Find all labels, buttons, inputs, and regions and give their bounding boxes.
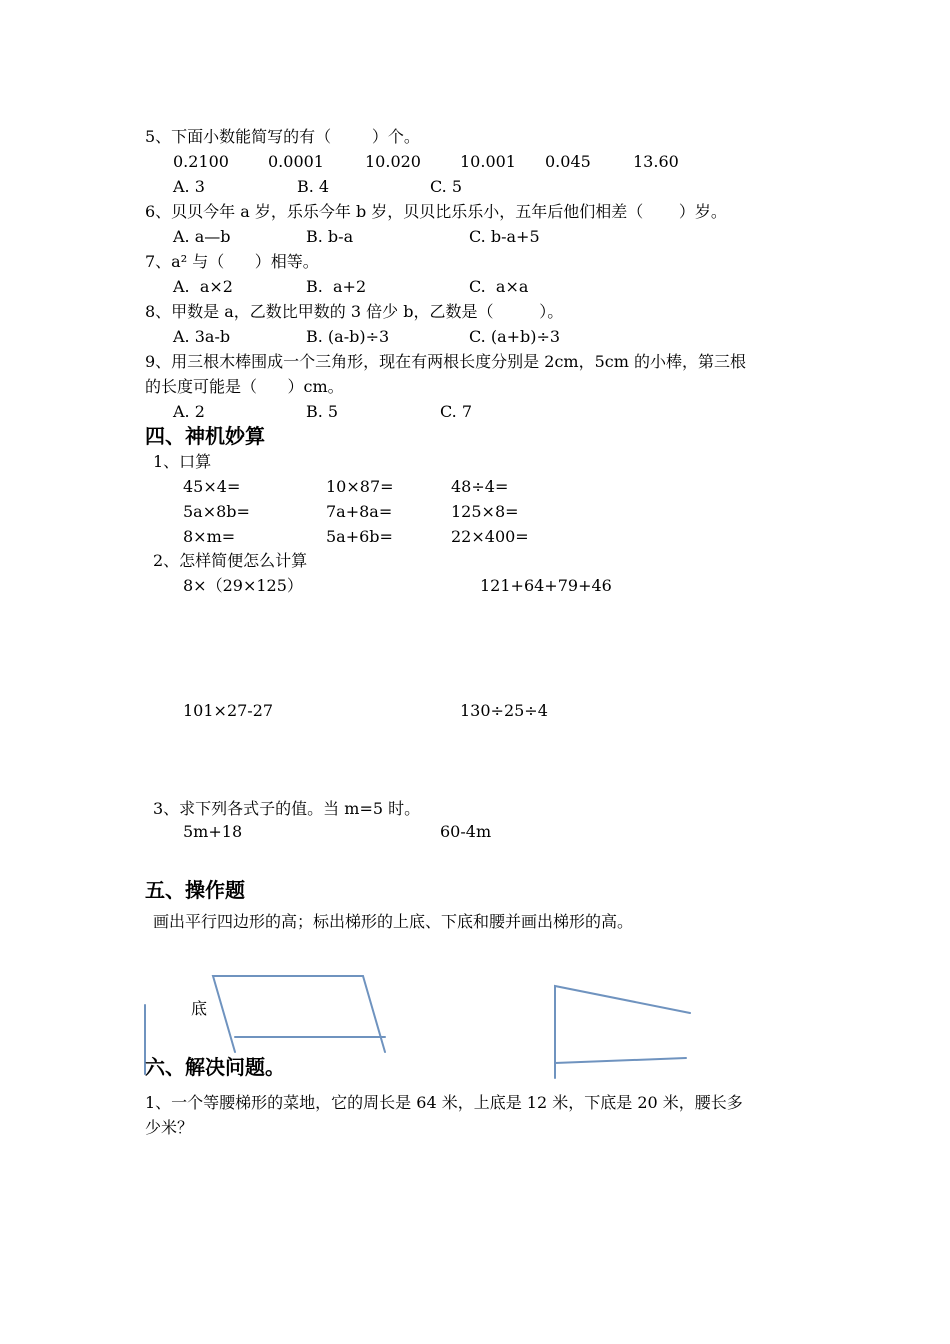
- simplify-item: 8×（29×125）: [183, 576, 303, 595]
- problem-1-line2: 少米？: [145, 1118, 194, 1137]
- base-label: 底: [191, 999, 208, 1018]
- q5-option-a: A. 3: [173, 177, 205, 196]
- problem-1-line1: 1、一个等腰梯形的菜地，它的周长是 64 米，上底是 12 米，下底是 20 米，腰长多: [145, 1093, 743, 1112]
- q5-number: 0.045: [545, 152, 591, 171]
- q5-number: 0.2100: [173, 152, 229, 171]
- oral-calc-item: 5a×8b=: [183, 502, 250, 521]
- q5-number: 13.60: [633, 152, 679, 171]
- q7-option-a: A. a×2: [173, 277, 233, 296]
- section-5-title: 五、操作题: [145, 878, 245, 902]
- evaluate-item: 5m+18: [183, 822, 243, 841]
- q5-number: 10.020: [365, 152, 421, 171]
- q8-stem: 8、甲数是 a，乙数比甲数的 3 倍少 b，乙数是（ ）。: [145, 302, 564, 321]
- simplify-item: 130÷25÷4: [460, 701, 548, 720]
- oral-calc-item: 5a+6b=: [326, 527, 393, 546]
- trapezoid-bottom: [555, 1058, 686, 1063]
- q8-option-c: C. (a+b)÷3: [469, 327, 561, 346]
- q6-option-a: A. a—b: [173, 227, 231, 246]
- trapezoid: [555, 986, 690, 1078]
- q7-stem: 7、a² 与（ ）相等。: [145, 252, 319, 271]
- q5-stem: 5、下面小数能简写的有（ ）个。: [145, 127, 420, 146]
- q9-option-a: A. 2: [173, 402, 205, 421]
- q7-option-c: C. a×a: [469, 277, 529, 296]
- q6-option-b: B. b-a: [306, 227, 354, 246]
- section-4-title: 四、神机妙算: [145, 424, 265, 448]
- oral-calc-item: 48÷4=: [451, 477, 509, 496]
- oral-calc-item: 22×400=: [451, 527, 529, 546]
- evaluate-label: 3、求下列各式子的值。当 m=5 时。: [153, 799, 421, 818]
- q7-option-b: B. a+2: [306, 277, 367, 296]
- q5-number: 0.0001: [268, 152, 324, 171]
- q6-option-c: C. b-a+5: [469, 227, 540, 246]
- parallelogram: [213, 976, 385, 1052]
- q6-stem: 6、贝贝今年 a 岁，乐乐今年 b 岁，贝贝比乐乐小，五年后他们相差（ ）岁。: [145, 202, 727, 221]
- oral-calc-item: 7a+8a=: [326, 502, 393, 521]
- oral-calc-item: 8×m=: [183, 527, 236, 546]
- simplify-label: 2、怎样简便怎么计算: [153, 551, 308, 570]
- operation-instruction: 画出平行四边形的高；标出梯形的上底、下底和腰并画出梯形的高。: [153, 912, 634, 931]
- q5-number: 10.001: [460, 152, 516, 171]
- q8-option-a: A. 3a-b: [173, 327, 231, 346]
- oral-calc-label: 1、口算: [153, 452, 212, 471]
- q9-option-c: C. 7: [440, 402, 473, 421]
- oral-calc-item: 125×8=: [451, 502, 519, 521]
- oral-calc-item: 45×4=: [183, 477, 241, 496]
- simplify-item: 101×27-27: [183, 701, 274, 720]
- q9-stem-line1: 9、用三根木棒围成一个三角形，现在有两根长度分别是 2cm，5cm 的小棒，第三根: [145, 352, 746, 371]
- simplify-item: 121+64+79+46: [480, 576, 612, 595]
- evaluate-item: 60-4m: [440, 822, 492, 841]
- q9-option-b: B. 5: [306, 402, 339, 421]
- oral-calc-item: 10×87=: [326, 477, 394, 496]
- section-6-title: 六、解决问题。: [145, 1055, 285, 1079]
- q9-stem-line2: 的长度可能是（ ）cm。: [145, 377, 344, 396]
- q5-option-b: B. 4: [297, 177, 330, 196]
- q5-option-c: C. 5: [430, 177, 463, 196]
- q8-option-b: B. (a-b)÷3: [306, 327, 390, 346]
